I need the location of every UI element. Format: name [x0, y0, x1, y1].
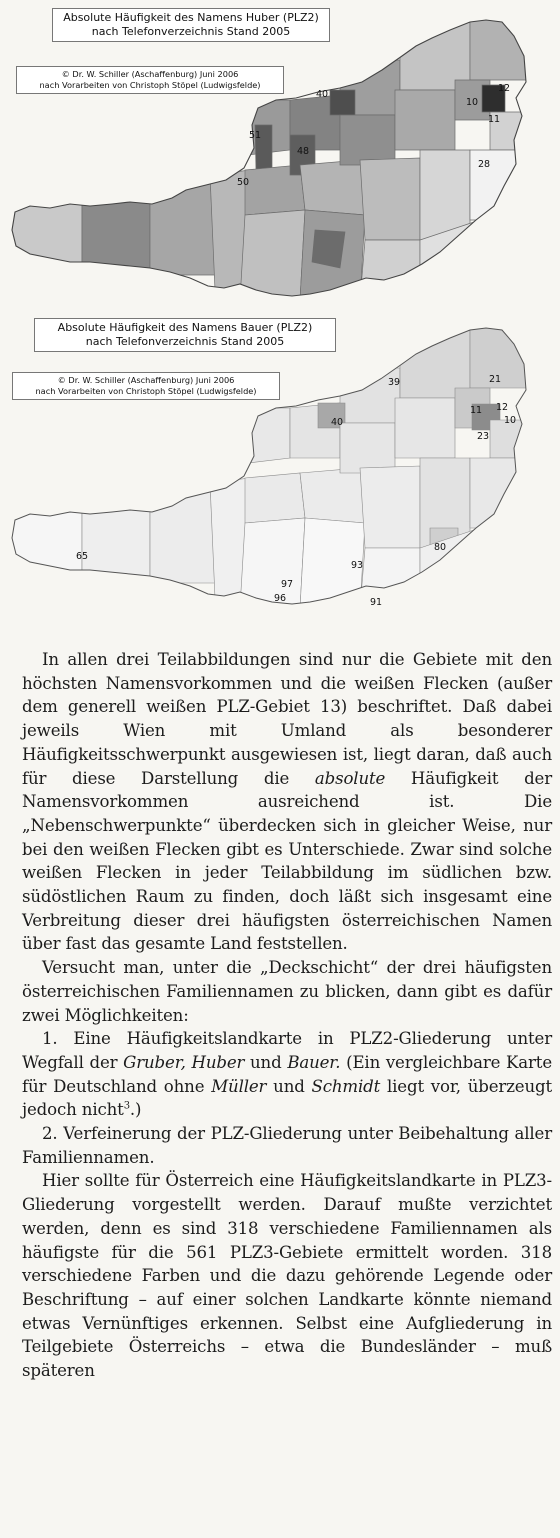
bauer-map-title: Absolute Häufigkeit des Namens Bauer (PLZ2) nach Telefonverzeichnis Stand 2005 — [34, 318, 336, 352]
region-label: 10 — [504, 415, 517, 426]
paragraph-5: Hier sollte für Österreich eine Häufigkeitslandkarte in PLZ3-Gliederung vorgestellt werden. Darauf mußte verzichtet werden, denn es sind 318 verschiedene Familiennamen als häufigste für die 561 PLZ3-Gebiete ermittelt worden. 318 verschiedene Farben und die dazu gehörende Legende oder Beschriftung – auf einer solchen Landkarte könnte niemand etwas Vernünftiges erkennen. Selbst eine Aufgliederung in Teilgebiete Österreichs – etwa die Bundesländer – muß späteren — [22, 1171, 552, 1381]
region-label: 12 — [498, 83, 511, 94]
paragraph-4: 2. Verfeinerung der PLZ-Gliederung unter Beibehaltung aller Familiennamen. — [22, 1124, 552, 1167]
region-label: 65 — [76, 551, 89, 562]
region-label: 91 — [370, 597, 383, 608]
region-label: 50 — [237, 177, 250, 188]
region-label: 11 — [470, 405, 483, 416]
body-text — [22, 648, 552, 1383]
paragraph-3: 1. Eine Häufigkeitslandkarte in PLZ2-Gliederung unter Wegfall der Gruber, Huber und Bauer. (Ein vergleichbare Karte für Deutschland ohne Müller und Schmidt liegt vor, überzeugt jedoch nicht$^3$.) — [22, 1029, 553, 1120]
region-label: 12 — [496, 402, 509, 413]
region-label: 93 — [351, 560, 364, 571]
region-label: 23 — [477, 431, 490, 442]
paragraph-2: Versucht man, unter die „Deckschicht“ der drei häufigsten österreichischen Familiennamen zu blicken, dann gibt es dafür zwei Möglichkeiten: — [22, 958, 552, 1025]
bauer-choropleth-map — [0, 308, 560, 620]
huber-map-title: Absolute Häufigkeit des Namens Huber (PLZ2) nach Telefonverzeichnis Stand 2005 — [52, 8, 330, 42]
region-label: 28 — [478, 159, 491, 170]
paragraph-1: In allen drei Teilabbildungen sind nur die Gebiete mit den höchsten Namensvorkommen und die weißen Flecken (außer dem generell weißen PLZ-Gebiet 13) beschriftet. Daß dabei jeweils Wien mit Umland als besonderer Häufigkeitsschwerpunkt ausgewiesen ist, liegt daran, daß auch für diese Darstellung die absolute Häufigkeit der Namensvorkommen ausreichend ist. Die „Nebenschwerpunkte“ überdecken sich in gleicher Weise, nur bei den weißen Flecken gibt es Unterschiede. Zwar sind solche weißen Flecken in jeder Teilabbildung im südlichen bzw. südöstlichen Raum zu finden, doch läßt sich insgesamt eine Verbreitung dieser drei häufigsten österreichischen Namen über fast das gesamte Land feststellen. — [22, 650, 552, 954]
huber-choropleth-map — [0, 0, 560, 308]
huber-map-figure — [0, 0, 560, 308]
region-label: 48 — [297, 146, 310, 157]
region-label: 51 — [249, 130, 262, 141]
region-label: 10 — [466, 97, 479, 108]
huber-map-credit: © Dr. W. Schiller (Aschaffenburg) Juni 2006 nach Vorarbeiten von Christoph Stöpel (Ludwigsfelde) — [16, 66, 284, 94]
region-label: 21 — [489, 374, 502, 385]
region-label: 96 — [274, 593, 287, 604]
bauer-map-credit: © Dr. W. Schiller (Aschaffenburg) Juni 2006 nach Vorarbeiten von Christoph Stöpel (Ludwigsfelde) — [12, 372, 280, 400]
region-label: 97 — [281, 579, 294, 590]
region-label: 40 — [316, 89, 329, 100]
region-label: 80 — [434, 542, 447, 553]
region-label: 40 — [331, 417, 344, 428]
region-label: 11 — [488, 114, 501, 125]
bauer-map-figure — [0, 308, 560, 620]
region-label: 39 — [388, 377, 401, 388]
